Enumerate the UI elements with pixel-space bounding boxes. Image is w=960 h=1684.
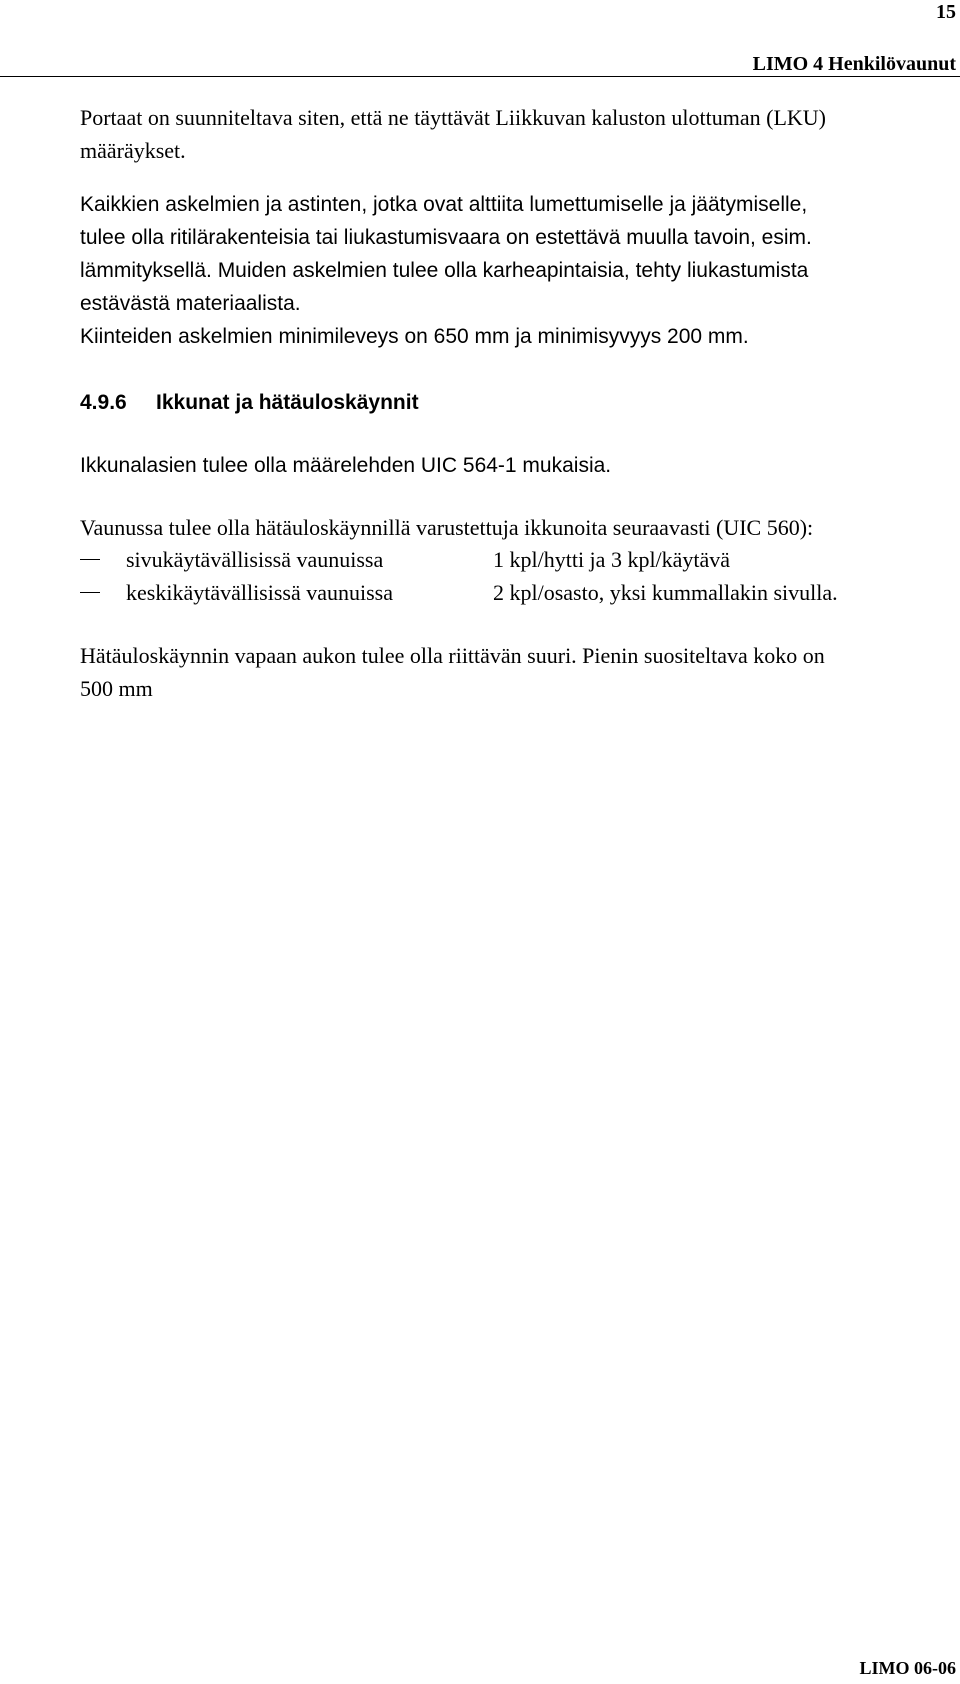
list-item-label: keskikäytävällisissä vaunuissa: [126, 580, 394, 605]
paragraph-line: lämmityksellä. Muiden askelmien tulee olla karheapintaisia, tehty liukastumista: [80, 259, 809, 282]
paragraph-glass: [80, 449, 960, 482]
footer-code: LIMO 06-06: [859, 1658, 956, 1678]
section-title: Ikkunat ja hätäuloskäynnit: [156, 391, 419, 414]
paragraph-steps: [80, 188, 960, 353]
section-number: 4.9.6: [80, 391, 127, 414]
list-item-value: 1 kpl/hytti ja 3 kpl/käytävä: [493, 547, 731, 572]
dash-bullet: [80, 592, 100, 593]
paragraph-line: Vaunussa tulee olla hätäuloskäynnillä varustettuja ikkunoita seuraavasti (UIC 560):: [80, 515, 814, 540]
dash-bullet: [80, 559, 100, 560]
paragraph-emergency-exit: [80, 639, 960, 705]
paragraph-line: Portaat on suunniteltava siten, että ne täyttävät Liikkuvan kaluston ulottuman (LKU): [80, 105, 826, 130]
paragraph-windows: [80, 511, 960, 544]
running-header: LIMO 4 Henkilövaunut: [752, 53, 956, 75]
page-number: 15: [936, 1, 956, 23]
paragraph-line: tulee olla ritilärakenteisia tai liukastumisvaara on estettävä muulla tavoin, esim.: [80, 226, 812, 249]
paragraph-lku: [80, 101, 960, 167]
paragraph-line: Kaikkien askelmien ja astinten, jotka ovat alttiita lumettumiselle ja jäätymiselle,: [80, 193, 808, 216]
paragraph-line: estävästä materiaalista.: [80, 292, 301, 315]
list-item-label: sivukäytävällisissä vaunuissa: [126, 547, 384, 572]
paragraph-line: Ikkunalasien tulee olla määrelehden UIC 564-1 mukaisia.: [80, 454, 612, 477]
header-rule: [0, 76, 960, 77]
section-heading: [80, 386, 419, 419]
list-item-value: 2 kpl/osasto, yksi kummallakin sivulla.: [493, 580, 838, 605]
paragraph-line: Kiinteiden askelmien minimileveys on 650 mm ja minimisyvyys 200 mm.: [80, 325, 749, 348]
paragraph-line: määräykset.: [80, 138, 186, 163]
paragraph-line: Hätäuloskäynnin vapaan aukon tulee olla riittävän suuri. Pienin suositeltava koko on: [80, 643, 825, 668]
paragraph-line: 500 mm: [80, 676, 153, 701]
